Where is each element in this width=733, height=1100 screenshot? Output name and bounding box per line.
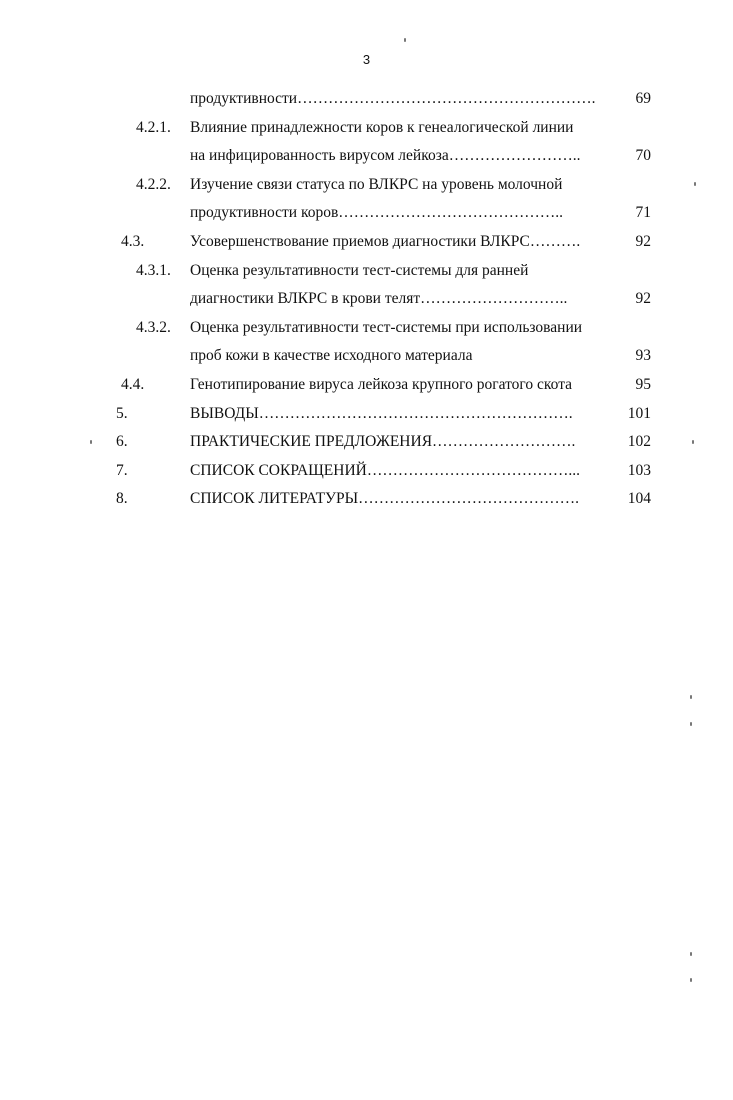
toc-entry-title: Изучение связи статуса по ВЛКРС на уровень молочной (190, 175, 563, 193)
scan-speck (690, 978, 692, 982)
toc-entry-title: СПИСОК СОКРАЩЕНИЙ…………………………………... (190, 461, 580, 479)
toc-entry-number: 4.2.2. (136, 175, 171, 193)
toc-entry-title: ПРАКТИЧЕСКИЕ ПРЕДЛОЖЕНИЯ………………………. (190, 433, 576, 451)
toc-entry-title: проб кожи в качестве исходного материала (190, 347, 473, 365)
toc-entry-title: Оценка результативности тест-системы для ранней (190, 261, 529, 279)
toc-entry (0, 314, 733, 343)
toc-entry-number: 4.2.1. (136, 118, 171, 136)
toc-entry-title: Усовершенствование приемов диагностики ВЛКРС………. (190, 232, 581, 250)
scan-speck (404, 38, 406, 42)
toc-entry-page: 103 (627, 461, 651, 479)
toc-entry-number: 4.4. (121, 375, 145, 393)
toc-entry-title: на инфицированность вирусом лейкоза…………………….. (190, 147, 581, 165)
toc-entry (0, 114, 733, 143)
toc-entry (0, 428, 733, 457)
scan-speck (90, 440, 92, 444)
scan-speck (692, 440, 694, 444)
toc-entry-page: 101 (627, 404, 651, 422)
toc-entry (0, 400, 733, 429)
toc-entry-page: 69 (635, 90, 651, 107)
toc-entry (0, 257, 733, 286)
toc-entry-number: 5. (116, 404, 128, 422)
toc-entry-number: 7. (116, 461, 128, 479)
scan-speck (690, 722, 692, 726)
toc-entry-page: 104 (627, 490, 651, 508)
toc-entry-title: диагностики ВЛКРС в крови телят……………………….. (190, 290, 568, 308)
toc-entry (0, 371, 733, 400)
toc-entry-page: 102 (627, 433, 651, 451)
toc-entry-number: 4.3.2. (136, 318, 171, 336)
toc-entry-title: Оценка результативности тест-системы при использовании (190, 318, 583, 336)
toc-entry-title: Генотипирование вируса лейкоза крупного рогатого скота (190, 375, 573, 393)
toc-entry (0, 228, 733, 257)
toc-entry-page: 93 (635, 347, 651, 365)
toc-entry (0, 485, 733, 514)
toc-entry (0, 199, 733, 228)
scan-speck (690, 952, 692, 956)
scan-speck (694, 182, 696, 186)
page-number: 3 (362, 52, 371, 67)
toc-entry (0, 142, 733, 171)
toc-entry-number: 4.3.1. (136, 261, 171, 279)
toc-entry-title: ВЫВОДЫ……………………………………………………. (190, 404, 573, 422)
toc-entry-title: продуктивности…………………………………………………. (190, 90, 596, 107)
toc-entry-page: 95 (635, 375, 651, 393)
toc-entry-title: Влияние принадлежности коров к генеалогической линии (190, 118, 574, 136)
table-of-contents (0, 85, 733, 514)
toc-entry (0, 285, 733, 314)
toc-entry (0, 85, 733, 114)
scan-speck (690, 695, 692, 699)
toc-entry (0, 171, 733, 200)
toc-entry-page: 92 (635, 290, 651, 308)
toc-entry-number: 8. (116, 490, 128, 508)
toc-entry-number: 4.3. (121, 232, 145, 250)
toc-entry-page: 70 (635, 147, 651, 165)
toc-entry-number: 6. (116, 433, 128, 451)
toc-entry (0, 457, 733, 486)
toc-entry-page: 92 (635, 232, 651, 250)
toc-entry-title: СПИСОК ЛИТЕРАТУРЫ……………………………………. (190, 490, 580, 508)
toc-entry-page: 71 (635, 204, 651, 222)
toc-entry (0, 342, 733, 371)
toc-entry-title: продуктивности коров…………………………………….. (190, 204, 564, 222)
